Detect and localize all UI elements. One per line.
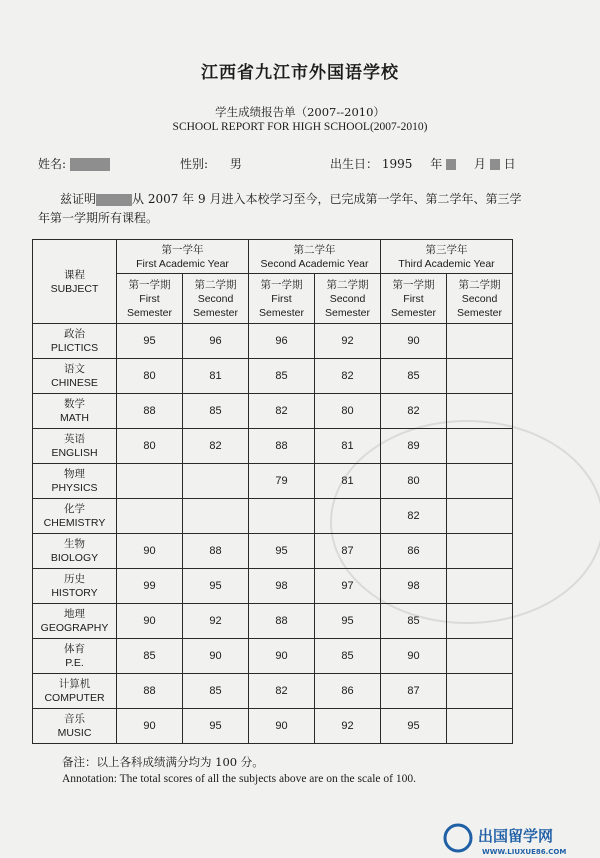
score-cell: 80 [381, 464, 447, 499]
birth-month-unit: 月 [473, 157, 486, 171]
year-1-header [117, 240, 249, 274]
watermark-logo-icon [445, 825, 471, 851]
score-cell: 90 [381, 324, 447, 359]
site-watermark [440, 820, 600, 858]
score-cell: 96 [249, 324, 315, 359]
score-cell: 99 [117, 569, 183, 604]
semester-header-4 [315, 274, 381, 324]
score-cell: 82 [249, 394, 315, 429]
score-cell: 92 [183, 604, 249, 639]
year-3-cn: 第三学年 [425, 243, 468, 256]
birth-year: 1995 [381, 157, 413, 171]
score-cell: 85 [117, 639, 183, 674]
score-cell: 85 [249, 359, 315, 394]
subject-cell [33, 429, 117, 464]
table-row [33, 604, 513, 639]
subject-name-en: ENGLISH [51, 447, 98, 459]
score-cell: 88 [117, 394, 183, 429]
table-row [33, 674, 513, 709]
statement-body: 从 2007 年 9 月进入本校学习至今，已完成第一学年、第二学年、第三学 [132, 192, 522, 206]
table-row [33, 359, 513, 394]
score-cell [117, 464, 183, 499]
semester-en-line1: First [403, 292, 424, 305]
birth-field [330, 155, 516, 172]
table-row [33, 429, 513, 464]
semester-en-line2: Semester [391, 306, 436, 319]
score-cell: 92 [315, 324, 381, 359]
subject-name-cn: 体育 [64, 643, 85, 655]
score-cell: 90 [117, 534, 183, 569]
score-cell [447, 639, 513, 674]
score-cell: 86 [315, 674, 381, 709]
subject-cell [33, 359, 117, 394]
subject-name-en: CHEMISTRY [43, 517, 106, 529]
name-field [38, 155, 110, 172]
year-3-header [381, 240, 513, 274]
score-cell [183, 464, 249, 499]
semester-header-6 [447, 274, 513, 324]
score-cell [447, 464, 513, 499]
score-cell: 96 [183, 324, 249, 359]
table-row [33, 534, 513, 569]
watermark-text: 出国留学网 [478, 827, 554, 845]
score-cell: 95 [183, 709, 249, 744]
score-cell: 98 [249, 569, 315, 604]
semester-header-2 [183, 274, 249, 324]
semester-cn: 第二学期 [326, 278, 369, 291]
subject-cell [33, 639, 117, 674]
subject-name-cn: 英语 [64, 433, 85, 445]
score-cell [315, 499, 381, 534]
subject-cell [33, 464, 117, 499]
statement-name-redaction [96, 194, 132, 206]
subject-cell [33, 674, 117, 709]
score-cell [447, 534, 513, 569]
score-cell: 82 [381, 394, 447, 429]
score-cell: 80 [117, 359, 183, 394]
score-cell: 81 [315, 464, 381, 499]
birth-month-redaction [446, 159, 456, 170]
subject-name-cn: 地理 [64, 608, 85, 620]
score-cell: 85 [381, 604, 447, 639]
score-cell: 95 [315, 604, 381, 639]
score-cell: 90 [249, 639, 315, 674]
score-cell: 90 [183, 639, 249, 674]
subject-name-en: CHINESE [51, 377, 98, 389]
score-cell: 98 [381, 569, 447, 604]
table-row [33, 394, 513, 429]
score-cell: 85 [183, 394, 249, 429]
table-row [33, 464, 513, 499]
semester-en-line2: Semester [193, 306, 238, 319]
subject-cell [33, 604, 117, 639]
score-cell: 79 [249, 464, 315, 499]
score-cell: 80 [315, 394, 381, 429]
gender-label: 性别: [180, 157, 209, 171]
subject-name-en: COMPUTER [44, 692, 105, 704]
score-cell [447, 394, 513, 429]
subject-name-en: GEOGRAPHY [40, 622, 109, 634]
score-cell: 88 [249, 429, 315, 464]
birth-label: 出生日： [330, 157, 379, 171]
subject-name-cn: 计算机 [58, 678, 91, 690]
score-cell [447, 324, 513, 359]
score-cell: 90 [381, 639, 447, 674]
score-cell [447, 499, 513, 534]
subject-name-cn: 语文 [64, 363, 85, 375]
subject-name-cn: 生物 [64, 538, 85, 550]
subject-header-en: SUBJECT [50, 282, 99, 295]
score-cell [249, 499, 315, 534]
year-2-en: Second Academic Year [260, 257, 369, 270]
score-cell [447, 429, 513, 464]
name-redaction [70, 158, 110, 171]
score-cell: 88 [249, 604, 315, 639]
subject-header-cn: 课程 [64, 268, 85, 281]
score-cell: 82 [249, 674, 315, 709]
subject-name-cn: 历史 [64, 573, 85, 585]
subject-name-en: BIOLOGY [50, 552, 99, 564]
annotation-cn: 备注：以上各科成绩满分均为 100 分。 [62, 755, 264, 769]
name-label: 姓名: [38, 157, 67, 171]
year-1-en: First Academic Year [136, 257, 229, 270]
year-2-cn: 第二学年 [293, 243, 336, 256]
report-title-en: SCHOOL REPORT FOR HIGH SCHOOL(2007-2010) [172, 121, 428, 133]
subject-name-en: PHYSICS [51, 482, 98, 494]
score-cell: 95 [249, 534, 315, 569]
semester-en-line2: Semester [127, 306, 172, 319]
grades-table [32, 239, 513, 744]
subject-name-cn: 音乐 [64, 713, 85, 725]
score-cell: 89 [381, 429, 447, 464]
gender-field [180, 155, 242, 172]
subject-name-en: HISTORY [51, 587, 98, 599]
report-title-cn: 学生成绩报告单（2007--2010） [215, 105, 385, 119]
year-2-header [249, 240, 381, 274]
semester-cn: 第二学期 [458, 278, 501, 291]
table-row [33, 639, 513, 674]
subject-name-cn: 数学 [64, 398, 85, 410]
score-cell: 87 [315, 534, 381, 569]
score-cell: 86 [381, 534, 447, 569]
score-cell: 88 [183, 534, 249, 569]
semester-en-line1: First [271, 292, 292, 305]
score-cell: 90 [249, 709, 315, 744]
score-cell [447, 709, 513, 744]
score-cell: 92 [315, 709, 381, 744]
semester-en-line1: First [139, 292, 160, 305]
watermark-url: WWW.LIUXUE86.COM [482, 848, 567, 856]
score-cell: 95 [117, 324, 183, 359]
table-row [33, 709, 513, 744]
subject-name-en: PLICTICS [50, 342, 99, 354]
score-cell: 81 [315, 429, 381, 464]
score-cell: 82 [315, 359, 381, 394]
score-cell [183, 499, 249, 534]
subject-name-en: P.E. [65, 657, 84, 669]
score-cell: 95 [183, 569, 249, 604]
semester-en-line1: Second [329, 292, 366, 305]
annotation-en: Annotation: The total scores of all the subjects above are on the scale of 100. [62, 773, 416, 785]
score-cell: 87 [381, 674, 447, 709]
score-cell: 85 [381, 359, 447, 394]
score-cell: 82 [183, 429, 249, 464]
score-cell [447, 604, 513, 639]
semester-en-line2: Semester [259, 306, 304, 319]
subject-name-cn: 化学 [64, 503, 85, 515]
score-cell: 85 [183, 674, 249, 709]
semester-cn: 第二学期 [194, 278, 237, 291]
subject-name-cn: 政治 [64, 328, 85, 340]
table-row [33, 499, 513, 534]
score-cell: 85 [315, 639, 381, 674]
score-cell: 82 [381, 499, 447, 534]
score-cell [117, 499, 183, 534]
score-cell: 90 [117, 709, 183, 744]
school-name: 江西省九江市外国语学校 [201, 63, 399, 83]
statement-line-1 [38, 190, 568, 209]
score-cell [447, 674, 513, 709]
subject-cell [33, 534, 117, 569]
year-header-row [33, 240, 513, 274]
score-cell [447, 359, 513, 394]
birth-day-unit: 日 [503, 157, 516, 171]
subject-cell [33, 394, 117, 429]
semester-cn: 第一学期 [260, 278, 303, 291]
subject-header-cell [33, 240, 117, 324]
semester-en-line1: Second [461, 292, 498, 305]
semester-header-5 [381, 274, 447, 324]
semester-en-line2: Semester [325, 306, 370, 319]
gender-value: 男 [229, 157, 242, 171]
subject-name-en: MATH [60, 412, 89, 424]
subject-name-cn: 物理 [64, 468, 85, 480]
year-3-en: Third Academic Year [398, 257, 495, 270]
birth-year-unit: 年 [430, 157, 443, 171]
subject-cell [33, 499, 117, 534]
score-cell [447, 569, 513, 604]
score-cell: 90 [117, 604, 183, 639]
subject-cell [33, 324, 117, 359]
subject-cell [33, 709, 117, 744]
score-cell: 95 [381, 709, 447, 744]
statement-line-2: 年第一学期所有课程。 [38, 211, 159, 225]
year-1-cn: 第一学年 [161, 243, 204, 256]
semester-en-line2: Semester [457, 306, 502, 319]
score-cell: 81 [183, 359, 249, 394]
birth-day-redaction [490, 159, 500, 170]
semester-header-1 [117, 274, 183, 324]
table-row [33, 569, 513, 604]
statement-prefix: 兹证明 [60, 192, 97, 206]
semester-header-3 [249, 274, 315, 324]
table-row [33, 324, 513, 359]
semester-cn: 第一学期 [392, 278, 435, 291]
semester-cn: 第一学期 [128, 278, 171, 291]
score-cell: 80 [117, 429, 183, 464]
score-cell: 88 [117, 674, 183, 709]
semester-en-line1: Second [197, 292, 234, 305]
subject-name-en: MUSIC [57, 727, 92, 739]
subject-cell [33, 569, 117, 604]
score-cell: 97 [315, 569, 381, 604]
